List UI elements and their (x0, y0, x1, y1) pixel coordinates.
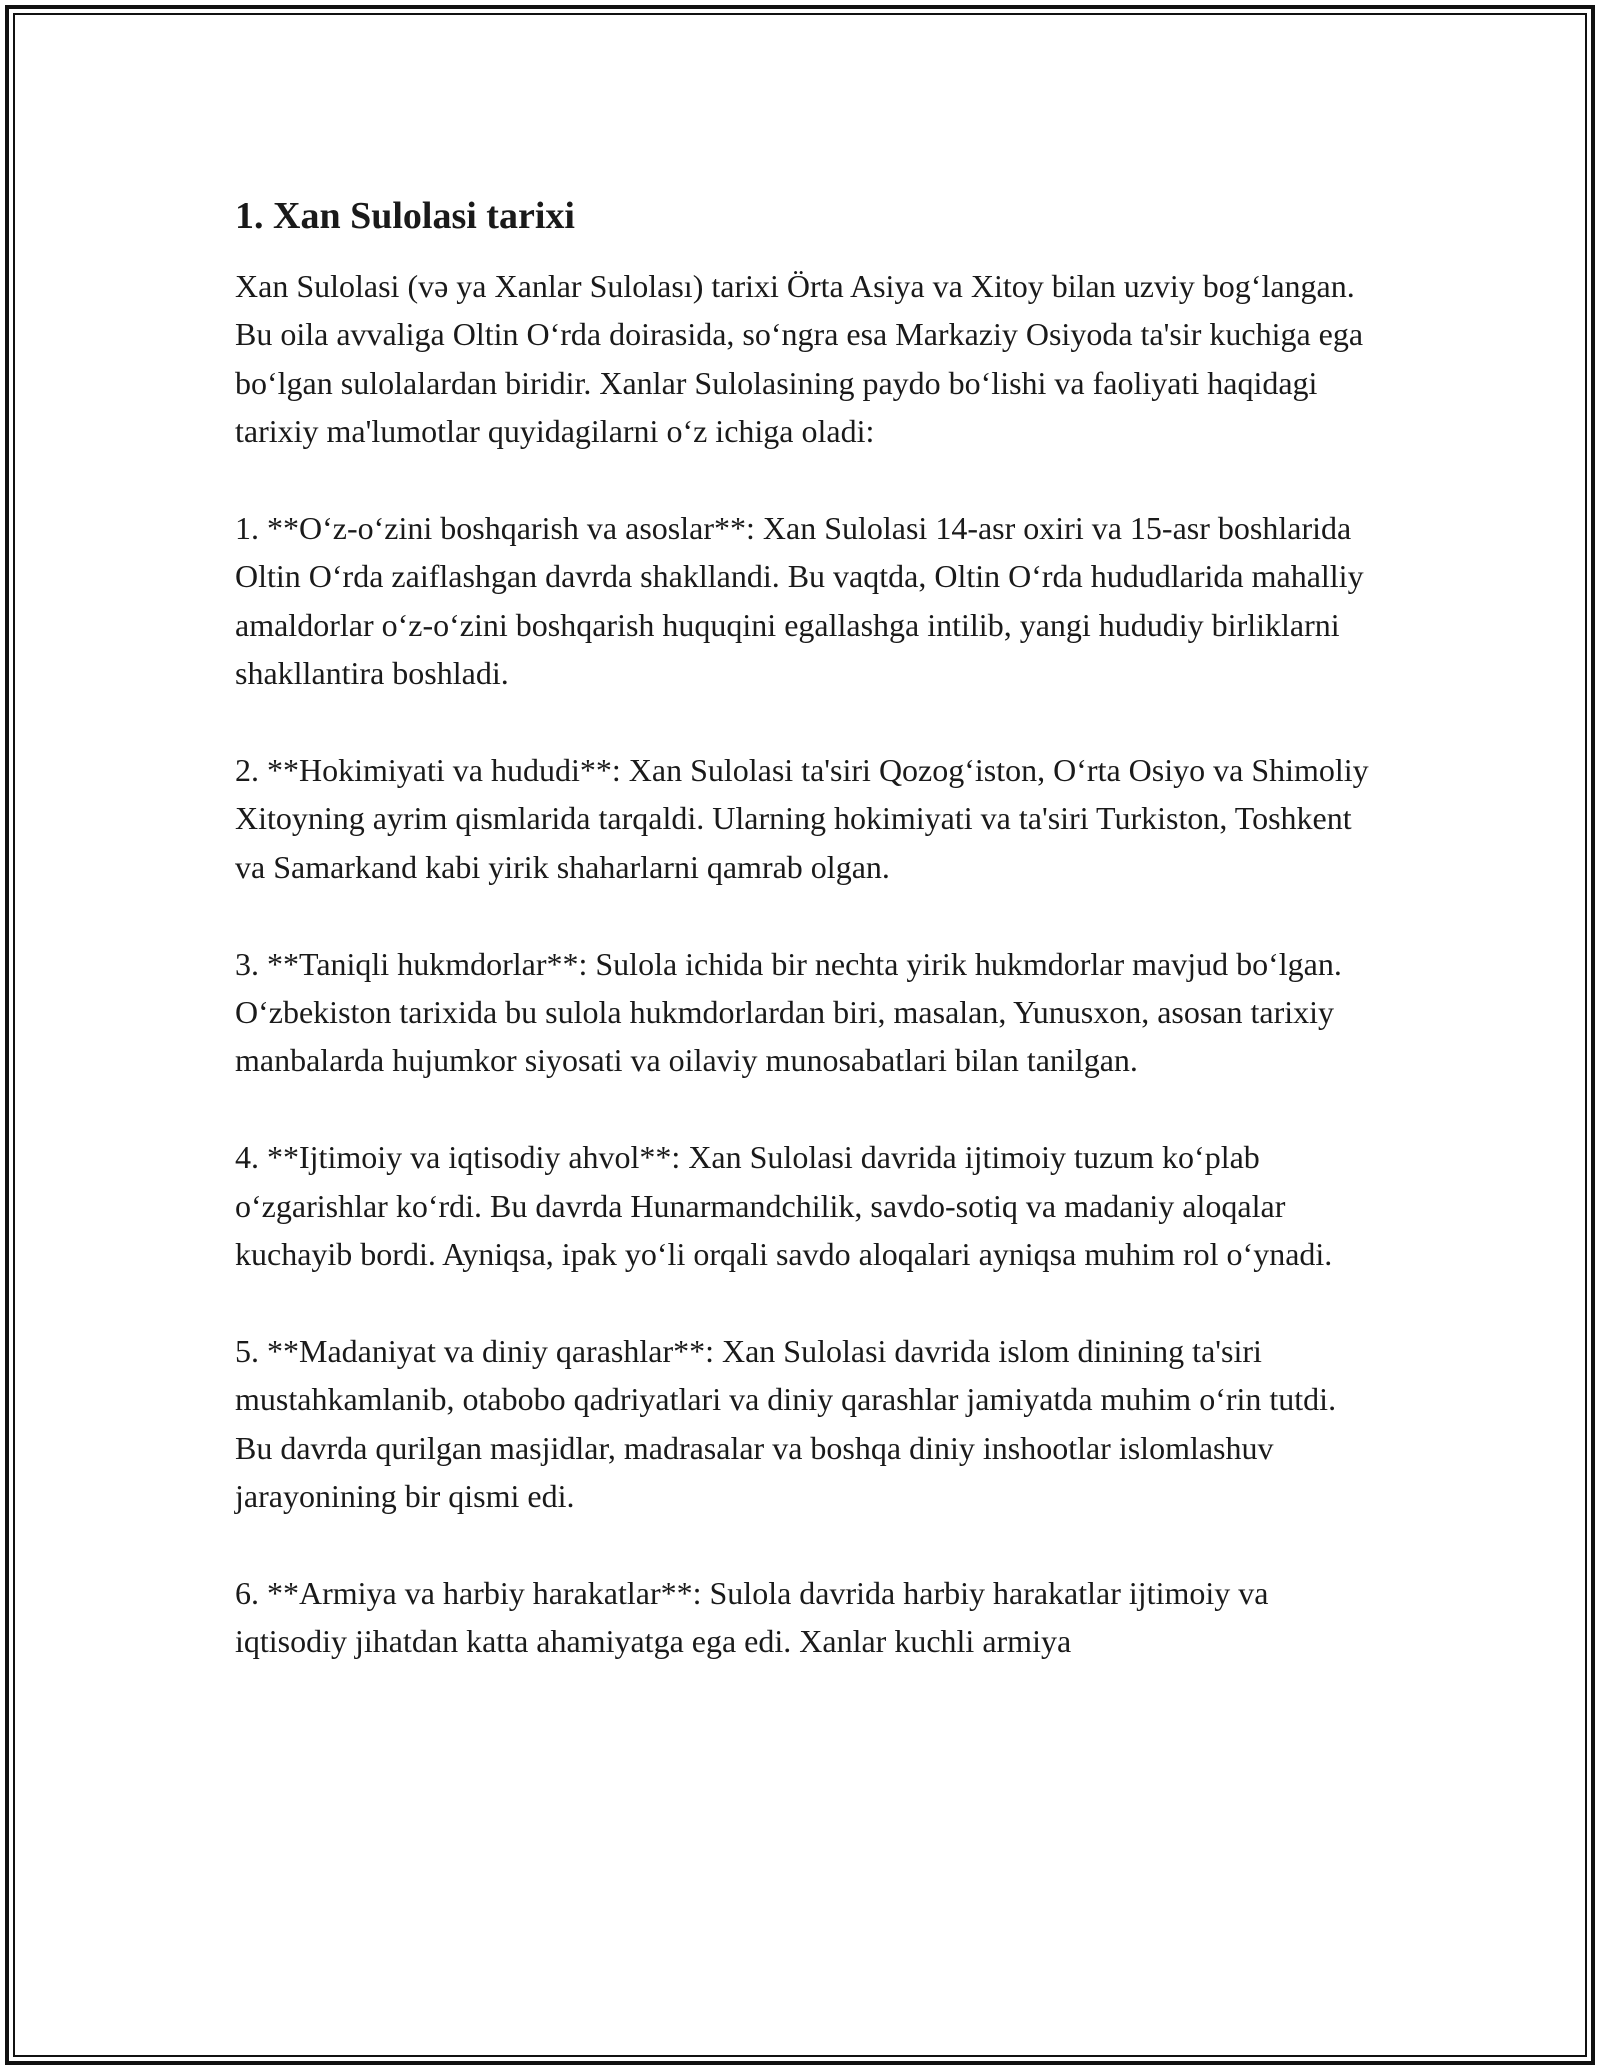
section-heading: 1. Xan Sulolasi tarixi (235, 195, 575, 237)
list-item-self-governance: 1. **Oʻz-oʻzini boshqarish va asoslar**: Xan Sulolasi 14-asr oxiri va 15-asr boshlarida Oltin Oʻrda zaiflashgan davrda shakllandi. Bu vaqtda, Oltin Oʻrda hududlarida mahalliy amaldorlar oʻz-oʻzini boshqarish huquqini egallashga intilib, yangi hududiy birliklarni shakllantira boshladi. (235, 510, 1364, 692)
document-body (235, 188, 1375, 1666)
list-item-authority-territory: 2. **Hokimiyati va hududi**: Xan Sulolasi ta'siri Qozogʻiston, Oʻrta Osiyo va Shimoliy Xitoyning ayrim qismlarida tarqaldi. Ularning hokimiyati va ta'siri Turkiston, Toshkent va Samarkand kabi yirik shaharlarni qamrab olgan. (235, 752, 1369, 885)
intro-paragraph: Xan Sulolasi (və ya Xanlar Sulolası) tarixi Örta Asiya va Xitoy bilan uzviy bogʻlangan. Bu oila avvaliga Oltin Oʻrda doirasida, soʻngra esa Markaziy Osiyoda ta'sir kuchiga ega boʻlgan sulolalardan biridir. Xanlar Sulolasining paydo boʻlishi va faoliyati haqidagi tarixiy ma'lumotlar quyidagilarni oʻz ichiga oladi: (235, 268, 1364, 450)
list-item-social-economic: 4. **Ijtimoiy va iqtisodiy ahvol**: Xan Sulolasi davrida ijtimoiy tuzum koʻplab oʻzgarishlar koʻrdi. Bu davrda Hunarmandchilik, savdo-sotiq va madaniy aloqalar kuchayib bordi. Ayniqsa, ipak yoʻli orqali savdo aloqalari ayniqsa muhim rol oʻynadi. (235, 1139, 1333, 1273)
list-item-notable-rulers: 3. **Taniqli hukmdorlar**: Sulola ichida bir nechta yirik hukmdorlar mavjud boʻlgan. Oʻzbekiston tarixida bu sulola hukmdorlardan biri, masalan, Yunusxon, asosan tarixiy manbalarda hujumkor siyosati va oilaviy munosabatlari bilan tanilgan. (235, 945, 1342, 1079)
list-item-culture-religion: 5. **Madaniyat va diniy qarashlar**: Xan Sulolasi davrida islom dinining ta'siri mustahkamlanib, otabobo qadriyatlari va diniy qarashlar jamiyatda muhim oʻrin tutdi. Bu davrda qurilgan masjidlar, madrasalar va boshqa diniy inshootlar islomlashuv jarayonining bir qismi edi. (235, 1332, 1337, 1515)
list-item-army-military: 6. **Armiya va harbiy harakatlar**: Sulola davrida harbiy harakatlar ijtimoiy va iqtisodiy jihatdan katta ahamiyatga ega edi. Xanlar kuchli armiya (235, 1574, 1269, 1660)
